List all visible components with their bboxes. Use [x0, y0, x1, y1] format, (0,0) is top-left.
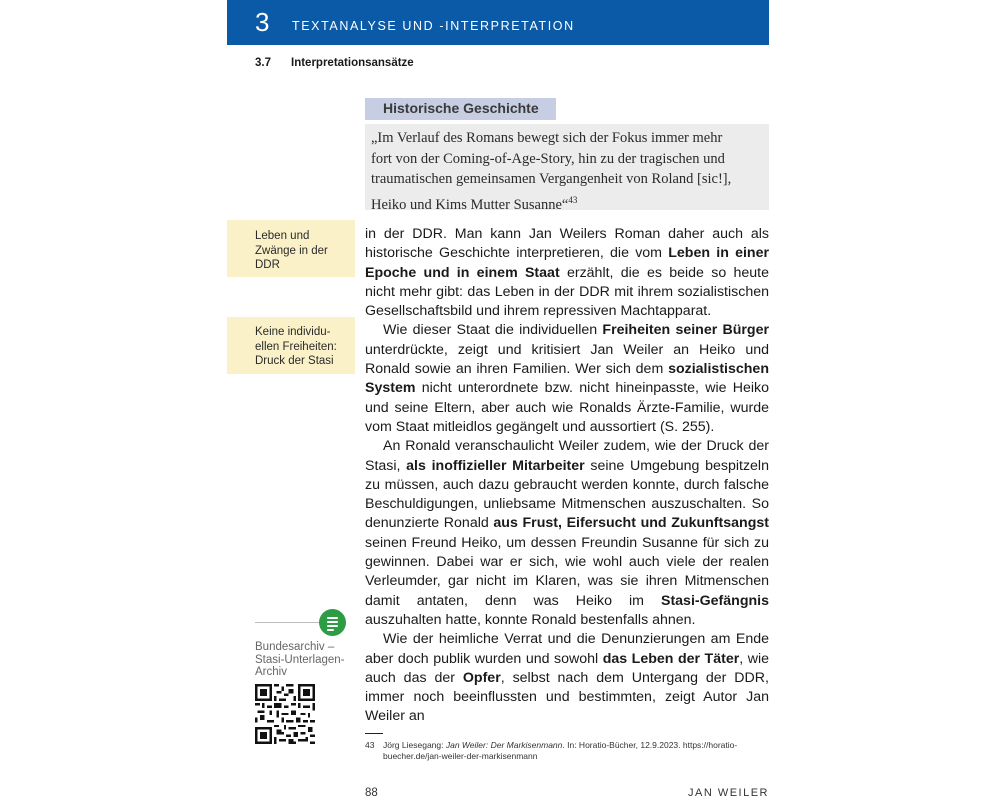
chapter-number: 3 [255, 7, 270, 37]
footnote-rule [365, 733, 383, 734]
quote-line: traumatischen gemeinsamen Vergangenheit von Roland [sic!], [371, 171, 732, 187]
quote-line: Heiko und Kims Mutter Susanne“$^{43}$ [371, 194, 578, 213]
paragraph: An Ronald veranschaulicht Weiler zudem, wie der Druck der Stasi, als inoffizieller Mitarbeiter seine Umgebung bespitzeln zu müssen, auch dazu gebraucht werden konnte, durch falsche Beschuldigungen, unliebsame Mitmenschen auszuschalten. So denunzierte Ronald aus Frust, Eifersucht und Zukunftsangst seinen Freund Heiko, um dessen Freundin Susanne für sich zu gewinnen. Dabei war er sich, wie wohl auch viele der realen Verleumder, gar nicht im Klaren, was sie ihren Mitmenschen damit antaten, denn was Heiko im Stasi-Gefängnis auszuhalten hatte, konnte Ronald bestenfalls ahnen. [365, 438, 769, 628]
footnote: 43 Jörg Liesegang: Jan Weiler: Der Markisenmann. In: Horatio-Bücher, 12.9.2023. https://horatio- buecher.de/jan-weiler-der-markisenmann [365, 740, 738, 761]
paragraph: Wie der heimliche Verrat und die Denunzierungen am Ende aber doch publik wurden und sowohl das Leben der Täter, wie auch das der Opfer, selbst nach dem Untergang der DDR, immer noch beeinflussten und bestimmten, zeigt Autor Jan Weiler an [365, 631, 770, 725]
paragraph: in der DDR. Man kann Jan Weilers Roman daher auch als historische Geschichte interpretieren, die vom Leben in einer Epoche und in einem Staat erzählt, die es beide so heute nicht mehr gibt: das Leben in der DDR mit ihrem sozialistischen Gesellschaftsbild und ihrem repressiven Machtapparat. [365, 226, 770, 320]
running-footer-author: JAN WEILER [687, 787, 769, 799]
paragraph: Wie dieser Staat die individuellen Freiheiten seiner Bürger unterdrückte, zeigt und kritisiert Jan Weiler an Heiko und Ronald sowie an ihren Familien. Wer sich dem sozialistischen System nicht unterordnete bzw. nicht hineinpasste, wie Heiko und seine Eltern, aber auch wie Ronalds Ärzte-Familie, wurde vom Staat mitleidlos gegängelt und aussortiert (S. 255). [365, 322, 769, 435]
chapter-title: TEXTANALYSE UND -INTERPRETATION [292, 19, 575, 33]
footnote-reference[interactable]: 43 [568, 194, 578, 205]
footnote-url[interactable]: buecher.de/jan-weiler-der-markisenmann [383, 751, 538, 761]
archive-label: Bundesarchiv – Stasi-Unterlagen- Archiv [255, 641, 345, 678]
body-text [365, 225, 769, 727]
footnote-number: 43 [365, 740, 375, 750]
page-number: 88 [365, 787, 378, 799]
margin-note-ddr: Leben und Zwänge in der DDR [227, 220, 355, 277]
qr-code[interactable] [255, 684, 315, 744]
margin-note-stasi: Keine individu- ellen Freiheiten: Druck der Stasi [227, 317, 355, 374]
chapter-header-bar [227, 0, 769, 45]
quote-line: „Im Verlauf des Romans bewegt sich der Fokus immer mehr [371, 130, 723, 146]
media-divider [255, 622, 325, 623]
quote-box [365, 124, 769, 213]
quote-heading: Historische Geschichte [365, 98, 556, 120]
document-icon[interactable] [319, 609, 346, 636]
quote-line: fort von der Coming-of-Age-Story, hin zu der tragischen und [371, 150, 725, 167]
section-number: 3.7 [255, 57, 271, 69]
section-title: Interpretationsansätze [291, 57, 414, 69]
